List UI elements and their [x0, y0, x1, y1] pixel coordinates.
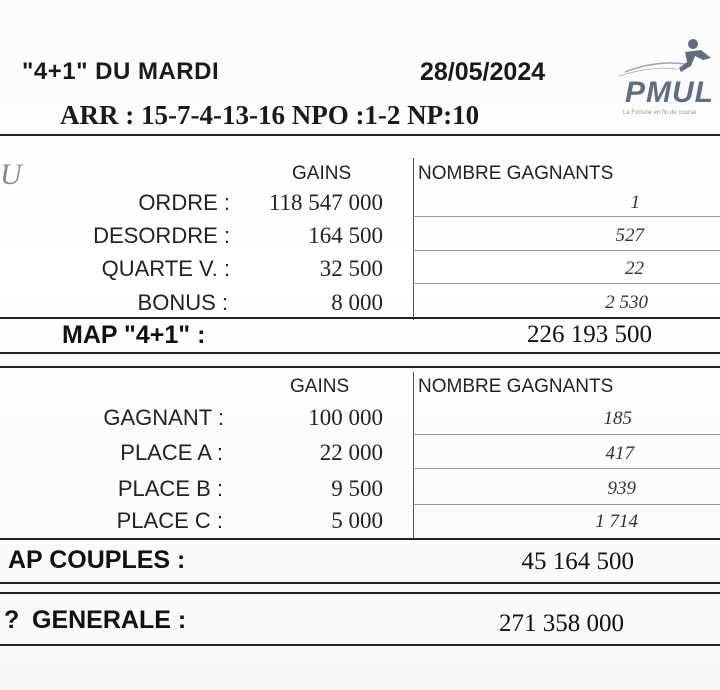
grand-total-rule-top — [0, 592, 720, 594]
section1-total-rule-bottom — [0, 352, 720, 354]
section1-total-rule-top — [0, 317, 720, 319]
row-desordre-count: 527 — [615, 225, 644, 246]
grand-total-prefix: ? — [4, 606, 20, 634]
row-desordre-gain: 164 500 — [308, 223, 383, 248]
margin-mark: U — [0, 158, 22, 191]
row-place-c-count: 1 714 — [595, 511, 638, 532]
section2-gagnants-header: NOMBRE GAGNANTS — [418, 376, 614, 397]
section2-divider — [413, 372, 414, 540]
row-place-a-label: PLACE A : — [120, 440, 223, 465]
row-ordre-count: 1 — [630, 192, 640, 213]
row-gagnant-gain: 100 000 — [308, 405, 383, 430]
map-couples-label: AP COUPLES : — [8, 546, 186, 574]
header-rule — [0, 134, 720, 136]
row-divider — [413, 504, 720, 505]
row-desordre-label: DESORDRE : — [93, 223, 230, 248]
map-couples-total: 45 164 500 — [521, 548, 634, 575]
row-place-a-gain: 22 000 — [319, 440, 383, 465]
section2-total-rule-top — [0, 538, 720, 540]
grand-total-value: 271 358 000 — [499, 610, 624, 637]
row-divider — [413, 250, 720, 251]
row-divider — [413, 216, 720, 217]
row-place-b-label: PLACE B : — [117, 476, 223, 501]
race-date: 28/05/2024 — [420, 58, 546, 86]
section1-gagnants-header: NOMBRE GAGNANTS — [418, 163, 614, 184]
row-bonus-label: BONUS : — [137, 290, 228, 315]
section2-total-rule-bottom — [0, 582, 720, 584]
row-place-b-count: 939 — [607, 478, 636, 499]
row-place-c-gain: 5 000 — [331, 508, 383, 533]
pmul-logo — [615, 38, 720, 118]
row-gagnant-label: GAGNANT : — [103, 405, 224, 430]
runner-icon — [615, 38, 720, 78]
map-41-label: MAP "4+1" : — [62, 321, 206, 349]
row-divider — [413, 434, 720, 435]
logo-tagline: La Fortune en fin de course — [623, 110, 697, 116]
section2-rule-top — [0, 366, 720, 368]
row-divider — [413, 468, 720, 469]
row-quarte-label: QUARTE V. : — [101, 256, 230, 281]
grand-total-label: GENERALE : — [32, 606, 187, 634]
row-divider — [413, 283, 720, 284]
row-quarte-gain: 32 500 — [319, 256, 383, 281]
section1-divider — [413, 158, 414, 320]
row-gagnant-count: 185 — [603, 408, 632, 429]
arrival-line: ARR : 15-7-4-13-16 NPO :1-2 NP:10 — [60, 100, 480, 130]
race-title: "4+1" DU MARDI — [22, 58, 220, 85]
row-place-a-count: 417 — [605, 443, 634, 464]
logo-wordmark: PMUL — [625, 76, 714, 109]
row-bonus-count: 2 530 — [605, 292, 648, 313]
row-ordre-gain: 118 547 000 — [268, 190, 383, 215]
section2-gains-header: GAINS — [290, 376, 350, 397]
grand-total-rule-bottom — [0, 644, 720, 646]
row-place-b-gain: 9 500 — [331, 476, 383, 501]
row-ordre-label: ORDRE : — [138, 190, 230, 215]
section1-gains-header: GAINS — [292, 163, 352, 184]
row-quarte-count: 22 — [625, 258, 644, 279]
row-place-c-label: PLACE C : — [116, 508, 223, 533]
row-bonus-gain: 8 000 — [331, 290, 383, 315]
map-41-total: 226 193 500 — [527, 321, 652, 348]
